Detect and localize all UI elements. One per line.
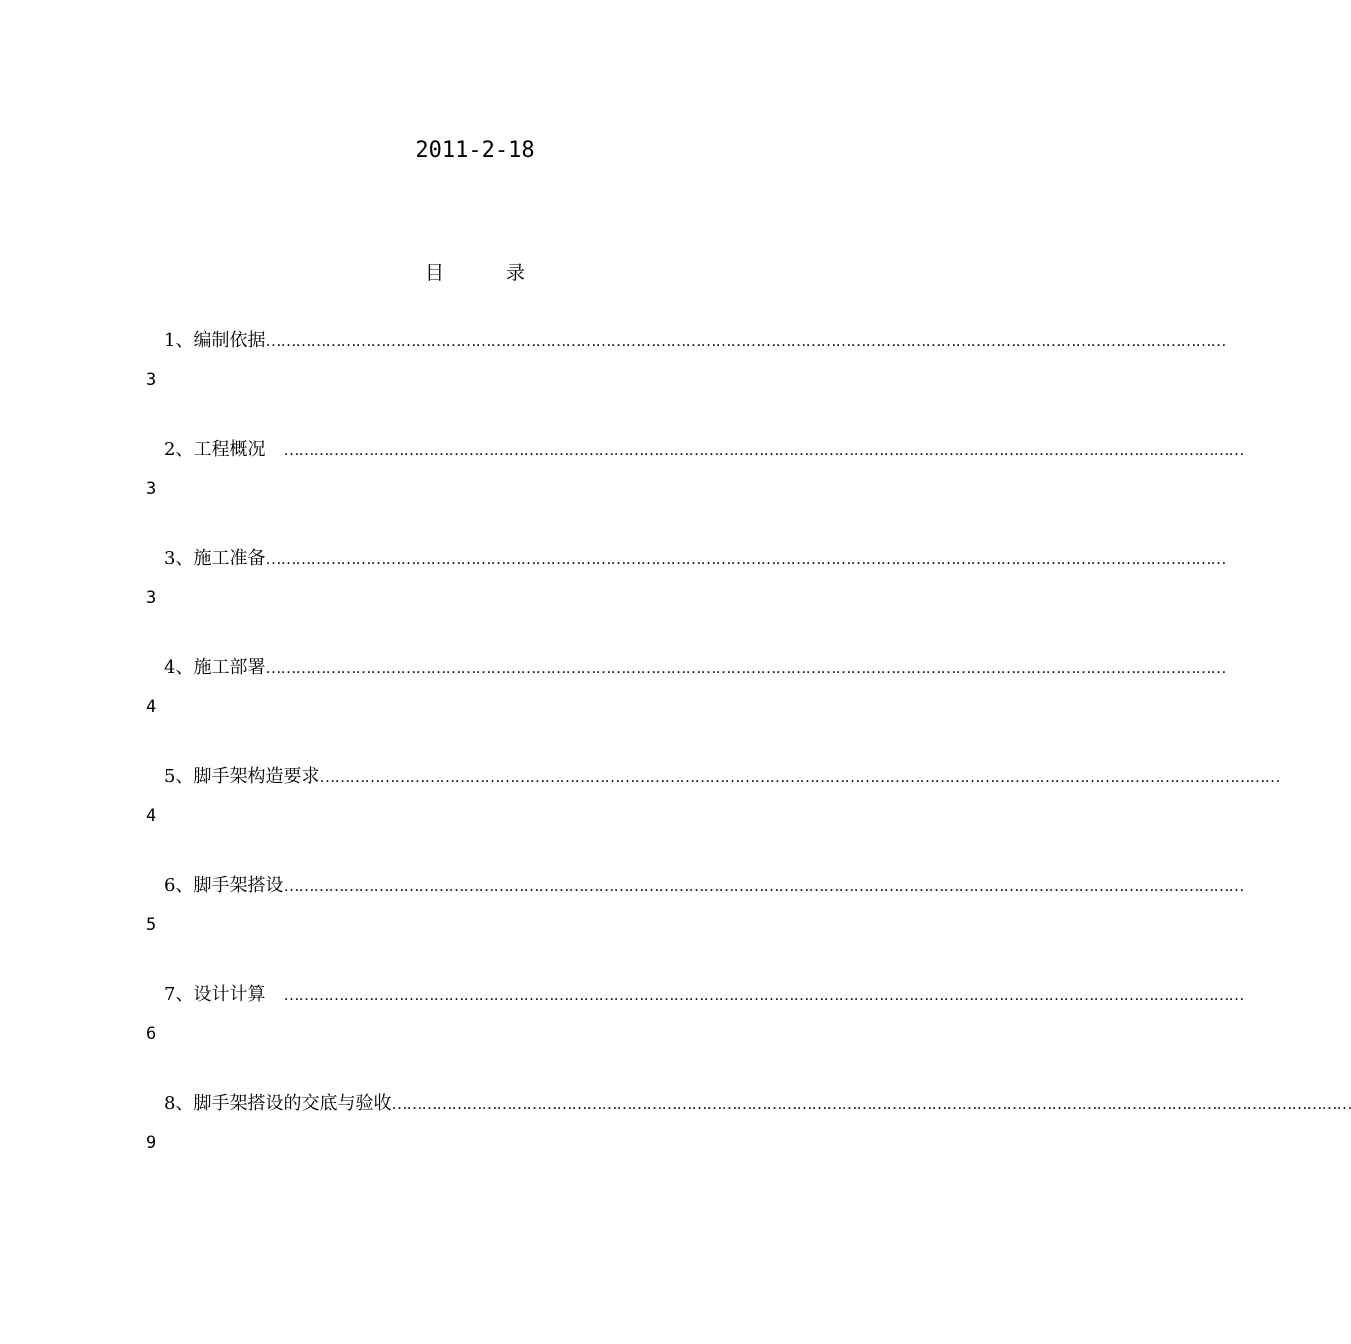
toc-leader-dots: …………………………………………………………………………………………………………………………………………………………………………: [283, 442, 1244, 459]
toc-label: 8、脚手架搭设的交底与验收: [164, 1093, 392, 1114]
toc-entry-6[interactable]: [146, 871, 1244, 980]
table-of-contents: [146, 326, 1351, 1198]
toc-page-number: 3: [146, 370, 157, 390]
toc-page-number: 9: [146, 1133, 157, 1153]
toc-line: [164, 653, 1226, 683]
toc-entry-2[interactable]: [146, 435, 1244, 544]
toc-entry-8[interactable]: [146, 1089, 1351, 1198]
toc-line: [164, 435, 1244, 465]
toc-entry-1[interactable]: [146, 326, 1226, 435]
toc-entry-5[interactable]: [146, 762, 1280, 871]
toc-leader-dots: …………………………………………………………………………………………………………………………………………………………………………: [391, 1096, 1351, 1113]
toc-label: 5、脚手架构造要求: [164, 766, 320, 787]
toc-line: [164, 762, 1280, 792]
toc-page-number: 4: [146, 806, 157, 826]
toc-line: [164, 326, 1226, 356]
toc-line: [164, 544, 1226, 574]
toc-page-number: 5: [146, 915, 157, 935]
toc-label: 6、脚手架搭设: [164, 875, 284, 896]
toc-entry-3[interactable]: [146, 544, 1226, 653]
toc-label: 4、施工部署: [164, 657, 266, 678]
toc-page-number: 3: [146, 588, 157, 608]
toc-heading-right: 录: [506, 262, 526, 284]
toc-page-number: 6: [146, 1024, 157, 1044]
document-date: 2011-2-18: [415, 138, 535, 163]
toc-entry-7[interactable]: [146, 980, 1244, 1089]
toc-label: 3、施工准备: [164, 548, 266, 569]
toc-leader-dots: …………………………………………………………………………………………………………………………………………………………………………: [265, 551, 1226, 568]
toc-leader-dots: …………………………………………………………………………………………………………………………………………………………………………: [265, 333, 1226, 350]
toc-leader-dots: …………………………………………………………………………………………………………………………………………………………………………: [319, 769, 1280, 786]
toc-line: [164, 980, 1244, 1010]
toc-page-number: 3: [146, 479, 157, 499]
toc-line: [164, 1089, 1351, 1119]
toc-leader-dots: …………………………………………………………………………………………………………………………………………………………………………: [265, 660, 1226, 677]
toc-leader-dots: …………………………………………………………………………………………………………………………………………………………………………: [283, 878, 1244, 895]
toc-heading: [0, 258, 950, 285]
toc-heading-left: 目: [424, 262, 444, 284]
toc-label: 2、工程概况: [164, 439, 266, 460]
toc-label: 7、设计计算: [164, 984, 266, 1005]
toc-leader-dots: …………………………………………………………………………………………………………………………………………………………………………: [283, 987, 1244, 1004]
toc-page-number: 4: [146, 697, 157, 717]
toc-entry-4[interactable]: [146, 653, 1226, 762]
toc-label: 1、编制依据: [164, 330, 266, 351]
toc-line: [164, 871, 1244, 901]
